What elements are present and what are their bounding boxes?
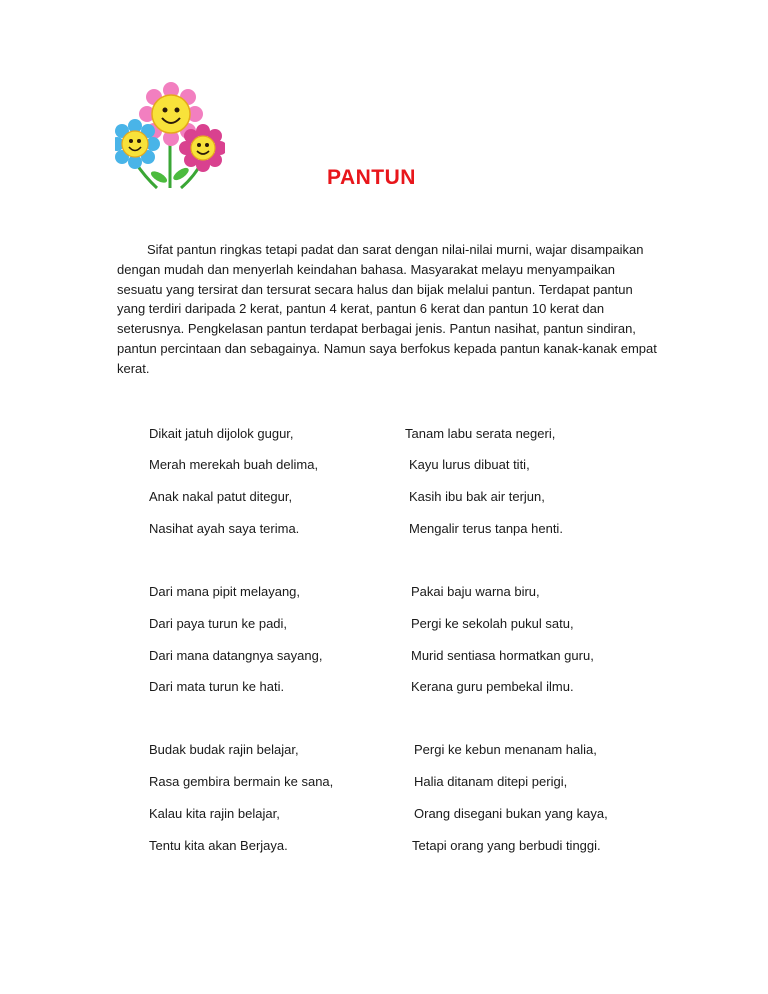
pantun-line: Merah merekah buah delima, <box>149 457 319 472</box>
pantun-line: Nasihat ayah saya terima. <box>149 521 300 536</box>
pantun-line: Dikait jatuh dijolok gugur, <box>149 426 294 441</box>
intro-paragraph: Sifat pantun ringkas tetapi padat dan sarat dengan nilai-nilai murni, wajar disampaikan dengan mudah dan menyerlah keindahan bahasa. Masyarakat melayu menyampaikan sesuatu yang tersirat dan tersurat secara halus dan bijak melalui pantun. Terdapat pantun yang terdiri daripada 2 kerat, pantun 4 kerat, pantun 6 kerat dan pantun 10 kerat dan seterusnya. Pengkelasan pantun terdapat berbagai jenis. Pantun nasihat, pantun sindiran, pantun percintaan dan sebagainya. Namun saya berfokus kepada pantun kanak-kanak empat kerat. <box>117 242 657 376</box>
pantun-line: Pergi ke kebun menanam halia, <box>414 742 597 757</box>
pantun-line: Kerana guru pembekal ilmu. <box>411 679 574 694</box>
pantun-line: Pergi ke sekolah pukul satu, <box>411 616 574 631</box>
pantun-line: Anak nakal patut ditegur, <box>149 489 293 504</box>
pantun-line: Tetapi orang yang berbudi tinggi. <box>412 838 601 853</box>
smiling-flowers-icon <box>115 82 225 190</box>
page-title: PANTUN <box>327 166 416 189</box>
pantun-line: Murid sentiasa hormatkan guru, <box>411 648 594 663</box>
pantun-line: Dari mana datangnya sayang, <box>149 648 323 663</box>
pantun-line: Halia ditanam ditepi perigi, <box>414 774 568 789</box>
pantun-line: Pakai baju warna biru, <box>411 584 540 599</box>
pantun-line: Budak budak rajin belajar, <box>149 742 299 757</box>
pantun-line: Tanam labu serata negeri, <box>405 426 556 441</box>
pantun-line: Dari paya turun ke padi, <box>149 616 288 631</box>
pantun-line: Kayu lurus dibuat titi, <box>409 457 530 472</box>
pantun-line: Dari mata turun ke hati. <box>149 679 285 694</box>
pantun-line: Tentu kita akan Berjaya. <box>149 838 288 853</box>
pantun-line: Dari mana pipit melayang, <box>149 584 301 599</box>
pantun-line: Kalau kita rajin belajar, <box>149 806 280 821</box>
pantun-line: Kasih ibu bak air terjun, <box>409 489 545 504</box>
pantun-line: Mengalir terus tanpa henti. <box>409 521 563 536</box>
pantun-line: Orang disegani bukan yang kaya, <box>414 806 608 821</box>
pantun-line: Rasa gembira bermain ke sana, <box>149 774 334 789</box>
